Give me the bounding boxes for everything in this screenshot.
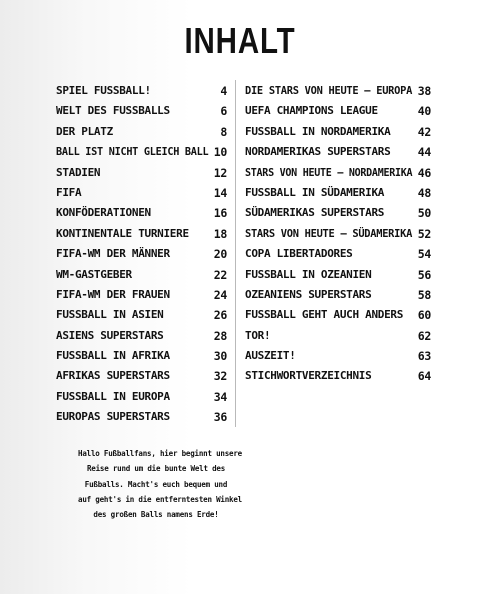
- toc-entry-title: FUSSBALL IN AFRIKA: [56, 349, 170, 363]
- toc-entry-title: AUSZEIT!: [245, 349, 296, 363]
- toc-left-column: [56, 81, 227, 428]
- toc-entry-title: SÜDAMERIKAS SUPERSTARS: [245, 206, 385, 220]
- intro-line: Reise rund um die bunte Welt des: [86, 464, 226, 474]
- toc-entry-title: STARS VON HEUTE – SÜDAMERIKA: [245, 226, 413, 240]
- toc-entry[interactable]: [245, 203, 431, 223]
- toc-entry-page: 58: [417, 287, 431, 302]
- toc-entry-page: 34: [213, 389, 227, 404]
- toc-entry[interactable]: [245, 81, 431, 101]
- toc-entry[interactable]: [245, 142, 431, 162]
- toc-entry-title: TOR!: [245, 328, 271, 342]
- toc-entry[interactable]: [56, 346, 227, 366]
- toc-entry-page: 42: [417, 124, 431, 139]
- toc-entry-page: 24: [213, 287, 227, 302]
- toc-entry-title: FUSSBALL GEHT AUCH ANDERS: [245, 308, 404, 322]
- toc-entry-title: OZEANIENS SUPERSTARS: [245, 287, 372, 301]
- toc-entry[interactable]: [56, 203, 227, 223]
- toc-entry[interactable]: [56, 366, 227, 386]
- intro-text: [78, 446, 242, 522]
- toc-entry[interactable]: [245, 183, 431, 203]
- toc-entry-page: 14: [213, 185, 227, 200]
- toc-entry[interactable]: [56, 163, 227, 183]
- toc-entry-page: 48: [417, 185, 431, 200]
- toc-entry[interactable]: [56, 244, 227, 264]
- toc-entry-title: FIFA-WM DER FRAUEN: [56, 287, 170, 301]
- toc-entry-title: SPIEL FUSSBALL!: [56, 84, 151, 97]
- toc-entry-page: 40: [417, 104, 431, 119]
- toc-entry-title: FUSSBALL IN EUROPA: [56, 389, 170, 403]
- toc-entry-page: 6: [220, 104, 227, 119]
- toc-entry[interactable]: [56, 326, 227, 346]
- toc-entry-page: 60: [417, 308, 431, 323]
- toc-entry[interactable]: [245, 265, 431, 285]
- toc-entry[interactable]: [245, 366, 431, 386]
- toc-entry[interactable]: [56, 224, 227, 244]
- toc-entry-page: 38: [417, 84, 431, 98]
- toc-entry-title: WM-GASTGEBER: [56, 267, 132, 281]
- intro-line: Hallo Fußballfans, hier beginnt unsere: [78, 449, 242, 458]
- toc-entry[interactable]: [245, 224, 431, 244]
- toc-entry-page: 4: [220, 84, 227, 98]
- toc-entry-title: FIFA: [56, 185, 82, 199]
- toc-entry-page: 26: [213, 308, 227, 323]
- toc-entry[interactable]: [56, 81, 227, 101]
- toc-entry-page: 52: [417, 226, 431, 241]
- toc-entry-title: FUSSBALL IN OZEANIEN: [245, 267, 372, 281]
- toc-entry[interactable]: [245, 285, 431, 305]
- toc-entry-page: 64: [417, 369, 431, 384]
- toc-entry[interactable]: [56, 285, 227, 305]
- toc-entry-page: 22: [213, 267, 227, 282]
- toc-entry-page: 54: [417, 247, 431, 262]
- toc-entry-page: 62: [417, 328, 431, 343]
- toc-entry-page: 16: [213, 206, 227, 221]
- toc-entry[interactable]: [245, 163, 431, 183]
- toc-entry-title: EUROPAS SUPERSTARS: [56, 410, 170, 424]
- toc-entry-title: BALL IST NICHT GLEICH BALL: [56, 145, 209, 159]
- toc-entry-title: DER PLATZ: [56, 124, 113, 138]
- toc-entry-title: DIE STARS VON HEUTE – EUROPA: [245, 84, 413, 97]
- toc-entry-title: STADIEN: [56, 165, 101, 179]
- toc-entry[interactable]: [245, 326, 431, 346]
- toc-right-column: [245, 81, 431, 387]
- intro-line: auf geht's in die entferntesten Winkel: [78, 494, 242, 504]
- toc-entry-title: STARS VON HEUTE – NORDAMERIKA: [245, 165, 413, 179]
- toc-entry-page: 8: [220, 124, 227, 139]
- toc-entry[interactable]: [56, 183, 227, 203]
- toc-entry-page: 10: [213, 145, 227, 160]
- toc-entry-page: 46: [417, 165, 431, 180]
- page-title: INHALT: [184, 20, 296, 61]
- toc-entry-title: KONTINENTALE TURNIERE: [56, 226, 189, 240]
- toc-entry-page: 32: [213, 369, 227, 384]
- toc-entry[interactable]: [56, 305, 227, 325]
- toc-entry-title: FIFA-WM DER MÄNNER: [56, 247, 170, 261]
- toc-entry-title: ASIENS SUPERSTARS: [56, 328, 164, 342]
- toc-entry-page: 20: [213, 247, 227, 262]
- toc-entry-title: WELT DES FUSSBALLS: [56, 104, 170, 118]
- toc-entry-title: FUSSBALL IN SÜDAMERIKA: [245, 185, 385, 199]
- toc-entry-page: 56: [417, 267, 431, 282]
- toc-entry-page: 30: [213, 349, 227, 364]
- toc-entry[interactable]: [56, 407, 227, 427]
- toc-entry-title: STICHWORTVERZEICHNIS: [245, 369, 372, 383]
- toc-entry-title: UEFA CHAMPIONS LEAGUE: [245, 104, 378, 118]
- toc-entry-page: 44: [417, 145, 431, 160]
- toc-entry[interactable]: [56, 265, 227, 285]
- toc-entry-page: 18: [213, 226, 227, 241]
- toc-entry-page: 50: [417, 206, 431, 221]
- toc-entry[interactable]: [56, 101, 227, 121]
- toc-entry-page: 63: [417, 349, 431, 364]
- toc-entry[interactable]: [245, 244, 431, 264]
- toc-entry[interactable]: [245, 122, 431, 142]
- toc-entry-title: AFRIKAS SUPERSTARS: [56, 369, 170, 383]
- toc-entry[interactable]: [245, 346, 431, 366]
- toc-entry-title: COPA LIBERTADORES: [245, 247, 353, 261]
- toc-entry[interactable]: [56, 142, 227, 162]
- toc-entry-page: 12: [213, 165, 227, 180]
- toc-entry[interactable]: [245, 101, 431, 121]
- toc-entry[interactable]: [56, 122, 227, 142]
- intro-line: des großen Balls namens Erde!: [93, 510, 219, 520]
- toc-entry-title: FUSSBALL IN NORDAMERIKA: [245, 124, 391, 138]
- toc-entry-title: FUSSBALL IN ASIEN: [56, 308, 164, 322]
- intro-line: Fußballs. Macht's euch bequem und: [84, 479, 228, 489]
- toc-entry-title: KONFÖDERATIONEN: [56, 206, 151, 220]
- toc-entry-page: 36: [213, 410, 227, 425]
- toc-entry[interactable]: [56, 387, 227, 407]
- column-divider: [235, 80, 236, 427]
- toc-entry-title: NORDAMERIKAS SUPERSTARS: [245, 145, 391, 159]
- toc-entry[interactable]: [245, 305, 431, 325]
- toc-entry-page: 28: [213, 328, 227, 343]
